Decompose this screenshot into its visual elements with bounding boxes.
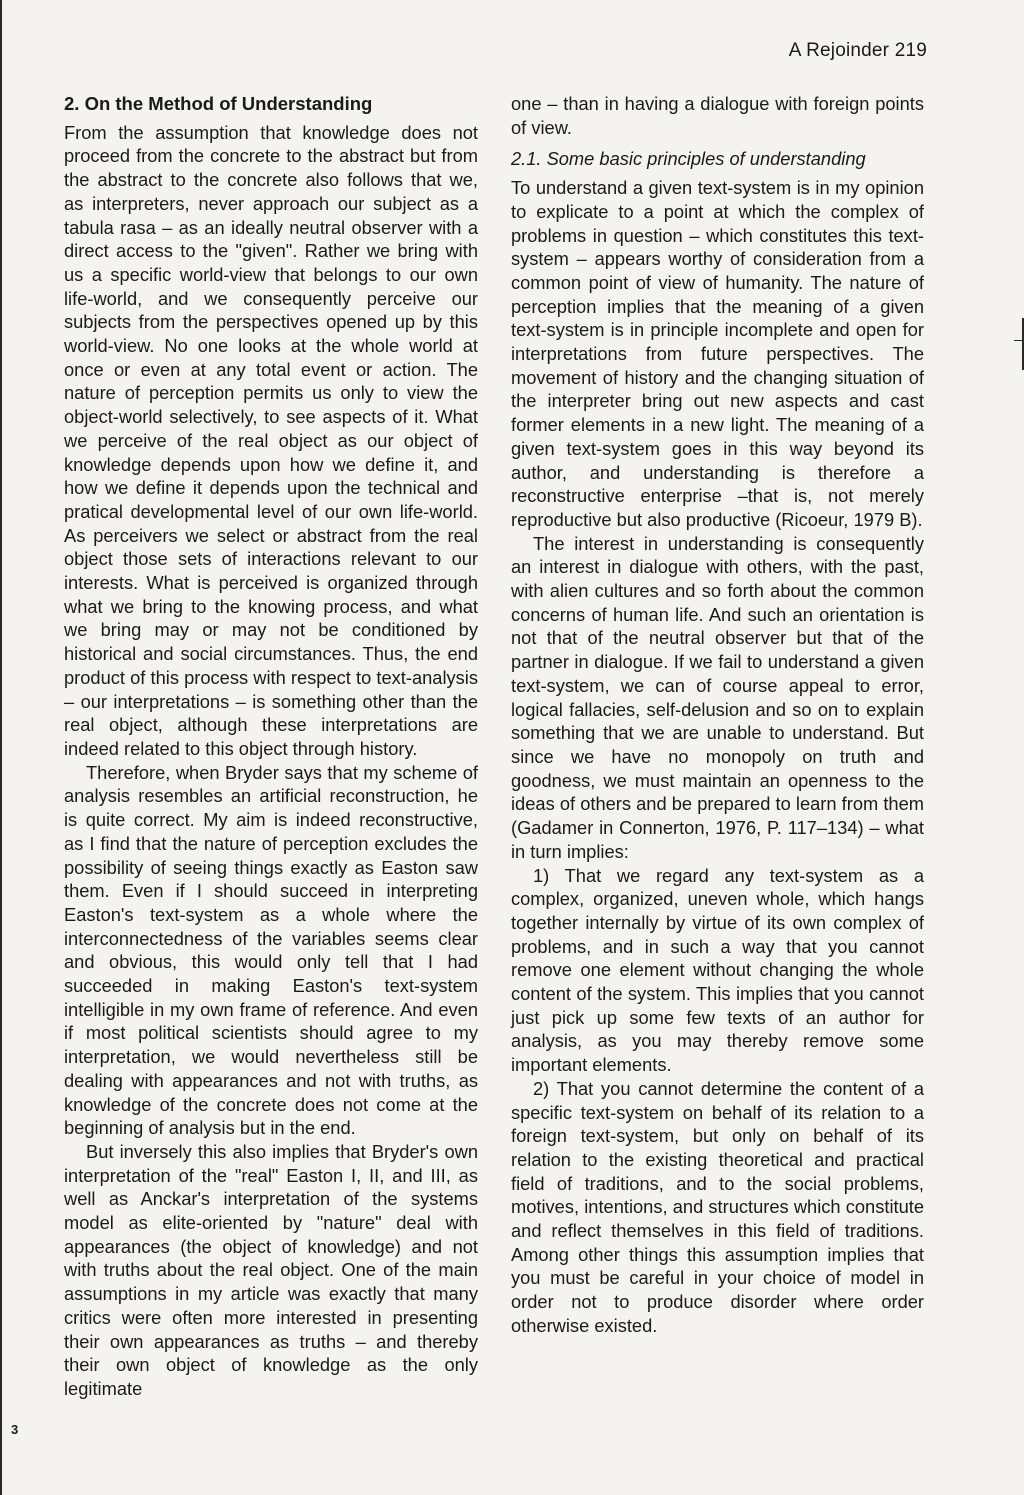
section-heading: 2. On the Method of Understanding [64,93,373,114]
edge-mark [1012,318,1024,370]
paragraph-continuation: one – than in having a dialogue with foreign points of view. [511,93,924,138]
edge-dash [1014,340,1024,341]
subsection-heading: 2.1. Some basic principles of understanding [511,148,866,170]
paragraph: 1) That we regard any text-system as a complex, organized, uneven whole, which hangs together internally by virtue of its own complex of problems, and in such a way that you cannot remove one element without changing the whole content of the system. This implies that you cannot just pick up some few texts of an author for analysis, as you may thereby remove some important elements. [511,864,924,1076]
paragraph: 2) That you cannot determine the content of a specific text-system on behalf of its relation to a foreign text-system, but only on behalf of its relation to the existing theoretical and practical field of traditions, and to the social problems, motives, intentions, and structures which constitute and reflect themselves in this field of traditions. Among other things this assumption implies that you must be careful in your choice of model in order not to produce disorder where order otherwise existed. [511,1077,924,1336]
paragraph: The interest in understanding is consequently an interest in dialogue with others, with the past, with alien cultures and so forth about the common concerns of human life. And such an orientation is not that of the neutral observer but that of the partner in dialogue. If we fail to understand a given text-system, we can of course appeal to error, logical fallacies, self-delusion and so on to explain something that we are unable to understand. But since we have no monopoly on truth and goodness, we must maintain an openness to the ideas of others and be prepared to learn from them (Gadamer in Connerton, 1976, P. 117–134) – what in turn implies: [511,532,924,862]
paragraph: But inversely this also implies that Bryder's own interpretation of the "real" Easton I, II, and III, as well as Anckar's interpretation of the systems model as elite-oriented by "nature" deal with appearances (the object of knowledge) and not with truths about the real object. One of the main assumptions in my article was exactly that many critics were often more interested in presenting their own appearances as truths – and thereby their own object of knowledge as the only legitimate [64,1140,478,1399]
paragraph: From the assumption that knowledge does not proceed from the concrete to the abstract but from the abstract to the concrete also follows that we, as interpreters, never approach our subject as a tabula rasa – as an ideally neutral observer with a direct access to the "given". Rather we bring with us a specific world-view that belongs to our own life-world, and we consequently perceive our subjects from the perspectives opened up by this world-view. No one looks at the whole world at once or even at any total event or action. The nature of perception permits us only to view the object-world selectively, to see aspects of it. What we perceive of the real object as our object of knowledge depends upon how we define it, and how we define it depends upon the technical and pratical developmental level of our own life-world. As perceivers we select or abstract from the real object those sets of interactions relevant to our interests. What is perceived is organized through what we bring to the knowing process, and what we bring may or may not be conditioned by historical and social circumstances. Thus, the end product of this process with respect to text-analysis – our interpretations – is something other than the real object, although these interpretations are indeed related to this object through history. [64,121,478,759]
right-column [511,92,924,1338]
paragraph: To understand a given text-system is in my opinion to explicate to a point at which the complex of problems in question – which constitutes this text-system – appears worthy of consideration from a common point of view of humanity. The nature of perception implies that the meaning of a given text-system is in principle incomplete and open for interpretations from future perspectives. The movement of history and the changing situation of the interpreter bring out new aspects and cast former elements in a new light. The meaning of a given text-system goes in this way beyond its author, and understanding is therefore a reconstructive enterprise –that is, not merely reproductive but also productive (Ricoeur, 1979 B). [511,177,924,530]
left-column [64,92,478,1401]
running-head: A Rejoinder 219 [788,40,927,61]
paragraph: Therefore, when Bryder says that my scheme of analysis resembles an artificial reconstruction, he is quite correct. My aim is indeed reconstructive, as I find that the nature of perception excludes the possibility of seeing things exactly as Easton saw them. Even if I should succeed in interpreting Easton's text-system as a whole where the interconnectedness of the variables seems clear and obvious, this would only tell that I had succeeded in making Easton's text-system intelligible in my own frame of reference. And even if most political scientists should agree to my interpretation, we would nevertheless still be dealing with appearances and not with truths, as knowledge of the concrete does not come at the beginning of analysis but in the end. [64,761,478,1139]
page-marker: 3 [11,1422,19,1437]
